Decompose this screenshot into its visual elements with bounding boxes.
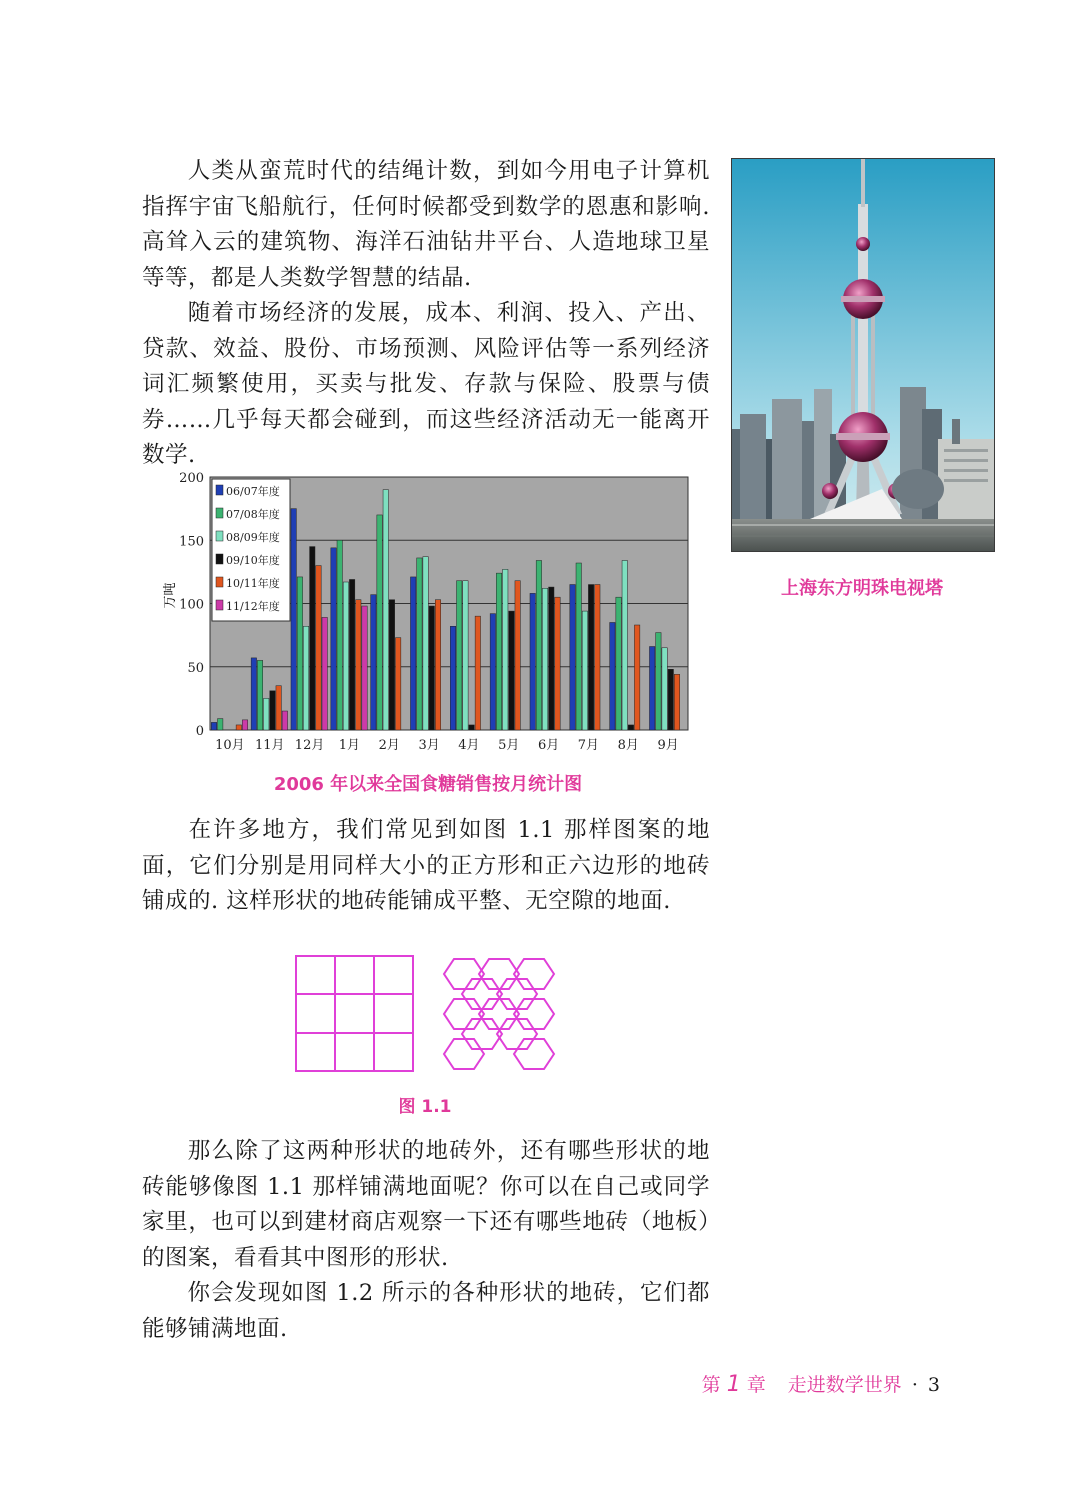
bar [475, 616, 480, 730]
tower-illustration [732, 159, 994, 551]
bar [303, 626, 308, 730]
bar [389, 600, 394, 730]
bar [270, 691, 275, 730]
bar [496, 573, 501, 730]
bar [668, 669, 673, 730]
chapter-suffix: 章 [746, 1374, 766, 1396]
legend-swatch [216, 531, 223, 541]
bar [576, 563, 581, 730]
bar [291, 509, 296, 730]
bar [218, 719, 223, 730]
x-tick-label: 10月 [215, 738, 245, 753]
x-tick-label: 1月 [338, 738, 361, 753]
bar [331, 548, 336, 730]
bar [417, 558, 422, 730]
bar [423, 557, 428, 730]
figure-1-1-tilings [290, 950, 560, 1075]
bar [530, 593, 535, 730]
bar [251, 658, 256, 730]
bar [542, 588, 547, 730]
bar [356, 600, 361, 730]
bar [362, 606, 367, 730]
page-footer [702, 1370, 940, 1397]
bar [322, 617, 327, 730]
chapter-number: 1 [726, 1372, 741, 1397]
bar [463, 581, 468, 730]
bar [410, 577, 415, 730]
bar [570, 585, 575, 730]
bar [395, 638, 400, 730]
legend-label: 10/11年度 [226, 577, 280, 590]
bar [377, 515, 382, 730]
bar [242, 720, 247, 730]
bar [490, 614, 495, 730]
x-tick-labels [215, 738, 679, 753]
legend-swatch [216, 600, 223, 610]
photo-caption: 上海东方明珠电视塔 [781, 578, 943, 599]
bar [316, 566, 321, 730]
chapter-title: 走进数学世界 [787, 1374, 902, 1396]
x-tick-label: 2月 [378, 738, 400, 753]
bar [310, 547, 315, 730]
x-tick-label: 3月 [418, 738, 440, 753]
y-tick-labels [179, 471, 204, 739]
hexagon-tile [444, 1039, 484, 1069]
chapter-prefix: 第 [701, 1374, 721, 1396]
legend-label: 07/08年度 [226, 508, 280, 521]
paragraph-question-text: 那么除了这两种形状的地砖外，还有哪些形状的地砖能够像图 1.1 那样铺满地面呢？你可以在自己或同学家里，也可以到建材商店观察一下还有哪些地砖（地板）的图案，看看其中图形的形状. [142, 1138, 710, 1271]
bar [509, 611, 514, 730]
x-tick-label: 4月 [458, 738, 480, 753]
footer-dot: · [911, 1374, 918, 1396]
bar [515, 581, 520, 730]
bar [634, 625, 639, 730]
legend-label: 08/09年度 [226, 531, 280, 544]
oriental-pearl-tower-photo [731, 158, 995, 552]
bar [536, 560, 541, 730]
hexagon-tile [514, 1039, 554, 1069]
bar [276, 686, 281, 730]
bar [503, 569, 508, 730]
bar [656, 633, 661, 730]
legend-swatch [216, 508, 223, 518]
y-axis-label: 万吨 [163, 582, 178, 609]
bar [549, 587, 554, 730]
figure-caption: 图 1.1 [398, 1097, 452, 1117]
y-tick-label: 100 [179, 597, 204, 613]
x-tick-label: 8月 [617, 738, 639, 753]
paragraph-question [142, 1134, 710, 1276]
x-tick-label: 5月 [498, 738, 520, 753]
bar [649, 647, 654, 730]
bar [257, 660, 262, 730]
y-tick-label: 0 [195, 724, 204, 739]
square-tiling [296, 956, 413, 1071]
bar [236, 725, 241, 730]
y-tick-label: 200 [179, 471, 204, 486]
bar [616, 597, 621, 730]
bar [450, 626, 455, 730]
bar [349, 579, 354, 730]
bar [610, 622, 615, 730]
bar [622, 560, 627, 730]
bar [383, 490, 388, 730]
bar [582, 611, 587, 730]
bar [674, 674, 679, 730]
paragraph-tiles-text: 在许多地方，我们常见到如图 1.1 那样图案的地面，它们分别是用同样大小的正方形和正六边形的地砖铺成的. 这样形状的地砖能铺成平整、无空隙的地面. [142, 817, 710, 914]
hexagon-tiling [444, 959, 554, 1069]
x-tick-label: 11月 [254, 738, 285, 753]
x-tick-label: 7月 [577, 738, 600, 753]
bar [469, 725, 474, 730]
paragraph-economy [142, 296, 710, 474]
paragraph-economy-text: 随着市场经济的发展，成本、利润、投入、产出、贷款、效益、股份、市场预测、风险评估等一系列经济词汇频繁使用，买卖与批发、存款与保险、股票与债券……几乎每天都会碰到，而这些经济活动无一能离开数学. [142, 300, 710, 468]
legend-label: 06/07年度 [226, 485, 280, 498]
paragraph-conclusion [142, 1276, 710, 1347]
x-tick-label: 9月 [657, 738, 679, 753]
legend-label: 11/12年度 [226, 600, 280, 613]
sugar-sales-chart [158, 462, 698, 762]
bar [595, 585, 600, 730]
legend-label: 09/10年度 [226, 554, 280, 567]
bar [337, 540, 342, 730]
bar [343, 582, 348, 730]
bar [264, 698, 269, 730]
legend-swatch [216, 485, 223, 495]
paragraph-intro-text: 人类从蛮荒时代的结绳计数，到如今用电子计算机指挥宇宙飞船航行，任何时候都受到数学的恩惠和影响. 高耸入云的建筑物、海洋石油钻井平台、人造地球卫星等等，都是人类数学智慧的结晶. [142, 158, 710, 291]
bar [211, 722, 216, 730]
bar [555, 597, 560, 730]
bar [371, 595, 376, 730]
paragraph-intro [142, 154, 710, 296]
bar [588, 585, 593, 730]
legend [212, 479, 290, 621]
chart-canvas [158, 462, 698, 762]
legend-swatch [216, 554, 223, 564]
bar [429, 606, 434, 730]
bar [628, 725, 633, 730]
paragraph-tiles [142, 813, 710, 920]
bar [662, 648, 667, 730]
page-number: 3 [927, 1374, 940, 1396]
x-tick-label: 12月 [294, 738, 325, 753]
y-tick-label: 50 [187, 660, 204, 676]
bar [297, 577, 302, 730]
bar [457, 581, 462, 730]
chart-caption: 2006 年以来全国食糖销售按月统计图 [273, 774, 583, 795]
legend-swatch [216, 577, 223, 587]
x-tick-label: 6月 [537, 738, 560, 753]
bar [435, 600, 440, 730]
bar [282, 711, 287, 730]
y-tick-label: 150 [179, 534, 204, 550]
paragraph-conclusion-text: 你会发现如图 1.2 所示的各种形状的地砖，它们都能够铺满地面. [142, 1280, 710, 1342]
